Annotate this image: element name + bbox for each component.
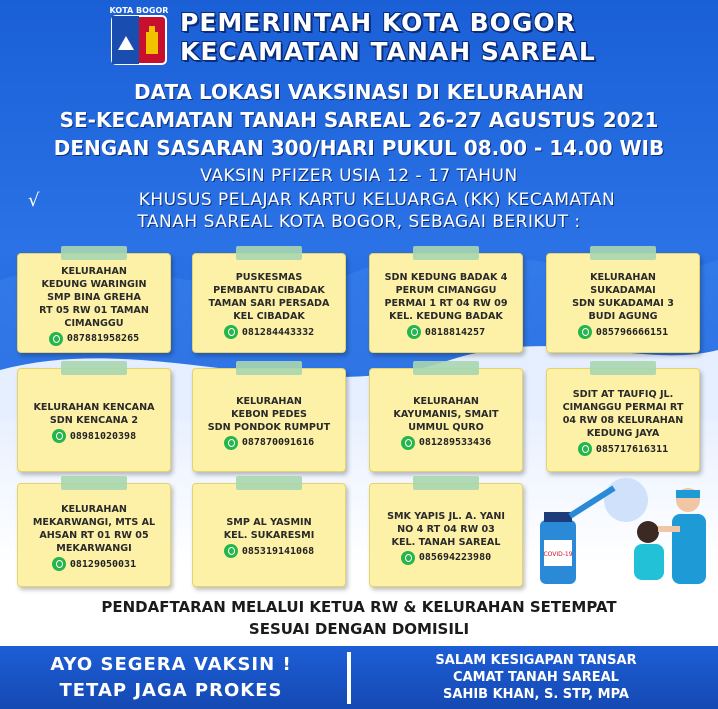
- contact-phone: [49, 332, 139, 346]
- logo-text: KOTA BOGOR: [109, 6, 169, 15]
- contact-phone: [401, 551, 491, 565]
- whatsapp-icon: [401, 551, 415, 565]
- location-line: PERUM CIMANGGU: [395, 285, 497, 296]
- location-line: SDIT AT TAUFIQ JL.: [572, 389, 674, 400]
- location-line: SDN KEDUNG BADAK 4: [384, 272, 508, 283]
- location-card: [369, 483, 523, 587]
- contact-phone: [407, 325, 485, 339]
- contact-phone: [401, 436, 491, 450]
- location-line: SMP BINA GREHA: [47, 291, 141, 303]
- location-card: [17, 368, 171, 472]
- phone-number: 081284443332: [241, 326, 315, 338]
- location-line: SUKADAMAI: [590, 285, 656, 296]
- location-line: SDN SUKADAMAI 3: [572, 298, 674, 309]
- tape-decoration: [413, 246, 479, 260]
- location-line: SMK YAPIS JL. A. YANI: [387, 510, 505, 522]
- whatsapp-icon: [49, 332, 63, 346]
- location-line: KELURAHAN: [61, 504, 127, 515]
- headline-line3: DENGAN SASARAN 300/HARI PUKUL 08.00 - 14.00 WIB: [53, 136, 665, 160]
- contact-phone: [52, 429, 136, 443]
- footer-divider: [347, 652, 351, 704]
- location-card: [192, 368, 346, 472]
- whatsapp-icon: [52, 429, 66, 443]
- footer-slogan-line2: TETAP JAGA PROKES: [59, 680, 283, 701]
- whatsapp-icon: [224, 544, 238, 558]
- location-line: KELURAHAN: [61, 265, 127, 277]
- location-line: KEL CIBADAK: [233, 311, 305, 322]
- contact-phone: [578, 442, 668, 456]
- headline-line1: DATA LOKASI VAKSINASI DI KELURAHAN: [133, 80, 585, 104]
- phone-number: 087870091616: [241, 437, 315, 448]
- tape-decoration: [236, 246, 302, 260]
- location-line: KELURAHAN: [590, 272, 656, 283]
- location-card: [192, 253, 346, 353]
- vaccination-illustration: [530, 470, 718, 600]
- subtitle-line2: KHUSUS PELAJAR KARTU KELUARGA (KK) KECAMATAN: [138, 190, 616, 210]
- headline-line2: SE-KECAMATAN TANAH SAREAL 26-27 AGUSTUS 2021: [59, 108, 659, 132]
- location-card: [369, 253, 523, 353]
- location-line: TAMAN SARI PERSADA: [208, 298, 330, 309]
- registration-line2: SESUAI DENGAN DOMISILI: [248, 620, 470, 638]
- phone-number: 085796666151: [595, 326, 669, 338]
- location-line: SMP AL YASMIN: [226, 517, 312, 528]
- location-line: SDN KENCANA 2: [49, 415, 139, 426]
- location-line: KELURAHAN: [413, 395, 479, 407]
- header-title-line1: PEMERINTAH KOTA BOGOR: [180, 8, 576, 37]
- location-line: PERMAI 1 RT 04 RW 09: [384, 298, 508, 309]
- contact-phone: [224, 544, 314, 558]
- location-line: KEL. KEDUNG BADAK: [389, 311, 503, 322]
- location-line: BUDI AGUNG: [588, 311, 658, 322]
- footer-signature-line2: CAMAT TANAH SAREAL: [453, 670, 619, 685]
- whatsapp-icon: [401, 436, 415, 450]
- phone-number: 08129050031: [69, 558, 137, 570]
- tape-decoration: [236, 361, 302, 375]
- location-card: [546, 253, 700, 353]
- registration-line1: PENDAFTARAN MELALUI KETUA RW & KELURAHAN SETEMPAT: [101, 598, 617, 616]
- tape-decoration: [413, 361, 479, 375]
- location-card: [192, 483, 346, 587]
- location-card: [17, 483, 171, 587]
- tape-decoration: [236, 476, 302, 490]
- location-line: KEBON PEDES: [231, 408, 307, 420]
- whatsapp-icon: [224, 436, 238, 450]
- whatsapp-icon: [578, 325, 592, 339]
- header-title-line2: KECAMATAN TANAH SAREAL: [180, 37, 596, 66]
- contact-phone: [224, 436, 314, 450]
- location-line: NO 4 RT 04 RW 03: [397, 523, 495, 535]
- location-line: RT 05 RW 01 TAMAN: [39, 304, 149, 316]
- location-line: KEDUNG WARINGIN: [41, 278, 147, 290]
- vial-label: COVID-19: [543, 551, 573, 558]
- location-card: [546, 368, 700, 472]
- footer-slogan-line1: AYO SEGERA VAKSIN !: [50, 654, 292, 675]
- phone-number: 087881958265: [66, 333, 140, 344]
- location-line: UMMUL QURO: [408, 421, 484, 433]
- contact-phone: [52, 557, 136, 571]
- footer-signature-line1: SALAM KESIGAPAN TANSAR: [435, 653, 637, 668]
- tape-decoration: [590, 246, 656, 260]
- tape-decoration: [61, 246, 127, 260]
- location-line: SDN PONDOK RUMPUT: [207, 421, 331, 433]
- phone-number: 085319141068: [241, 545, 315, 557]
- location-line: KEL. SUKARESMI: [223, 530, 315, 541]
- location-line: KELURAHAN: [236, 395, 302, 407]
- whatsapp-icon: [52, 557, 66, 571]
- phone-number: 085717616311: [595, 443, 669, 455]
- check-mark: √: [28, 190, 40, 211]
- contact-phone: [224, 325, 314, 339]
- contact-phone: [578, 325, 668, 339]
- city-logo: [108, 6, 170, 68]
- location-line: KAYUMANIS, SMAIT: [393, 408, 499, 420]
- phone-number: 085694223980: [418, 552, 492, 563]
- location-line: KEDUNG JAYA: [586, 428, 660, 439]
- subtitle-line1: VAKSIN PFIZER USIA 12 - 17 TAHUN: [200, 166, 518, 186]
- location-line: KELURAHAN KENCANA: [33, 402, 155, 413]
- tape-decoration: [61, 361, 127, 375]
- phone-number: 0818814257: [424, 326, 486, 338]
- location-line: MEKARWANGI, MTS AL: [32, 517, 156, 528]
- coat-of-arms-icon: [108, 6, 170, 68]
- tape-decoration: [413, 476, 479, 490]
- phone-number: 081289533436: [418, 437, 492, 448]
- tape-decoration: [590, 361, 656, 375]
- location-line: PEMBANTU CIBADAK: [213, 285, 325, 296]
- whatsapp-icon: [578, 442, 592, 456]
- location-line: AHSAN RT 01 RW 05: [39, 530, 149, 541]
- location-line: KEL. TANAH SAREAL: [391, 536, 501, 548]
- location-card: [369, 368, 523, 472]
- location-line: CIMANGGU: [64, 317, 124, 329]
- whatsapp-icon: [224, 325, 238, 339]
- tape-decoration: [61, 476, 127, 490]
- location-line: 04 RW 08 KELURAHAN: [562, 415, 684, 426]
- location-line: MEKARWANGI: [56, 543, 132, 554]
- location-line: CIMANGGU PERMAI RT: [562, 402, 684, 413]
- footer-signature-line3: SAHIB KHAN, S. STP, MPA: [443, 687, 629, 702]
- whatsapp-icon: [407, 325, 421, 339]
- subtitle-line3: TANAH SAREAL KOTA BOGOR, SEBAGAI BERIKUT :: [137, 212, 581, 232]
- phone-number: 08981020398: [69, 430, 137, 442]
- location-card: [17, 253, 171, 353]
- location-line: PUSKESMAS: [235, 272, 303, 283]
